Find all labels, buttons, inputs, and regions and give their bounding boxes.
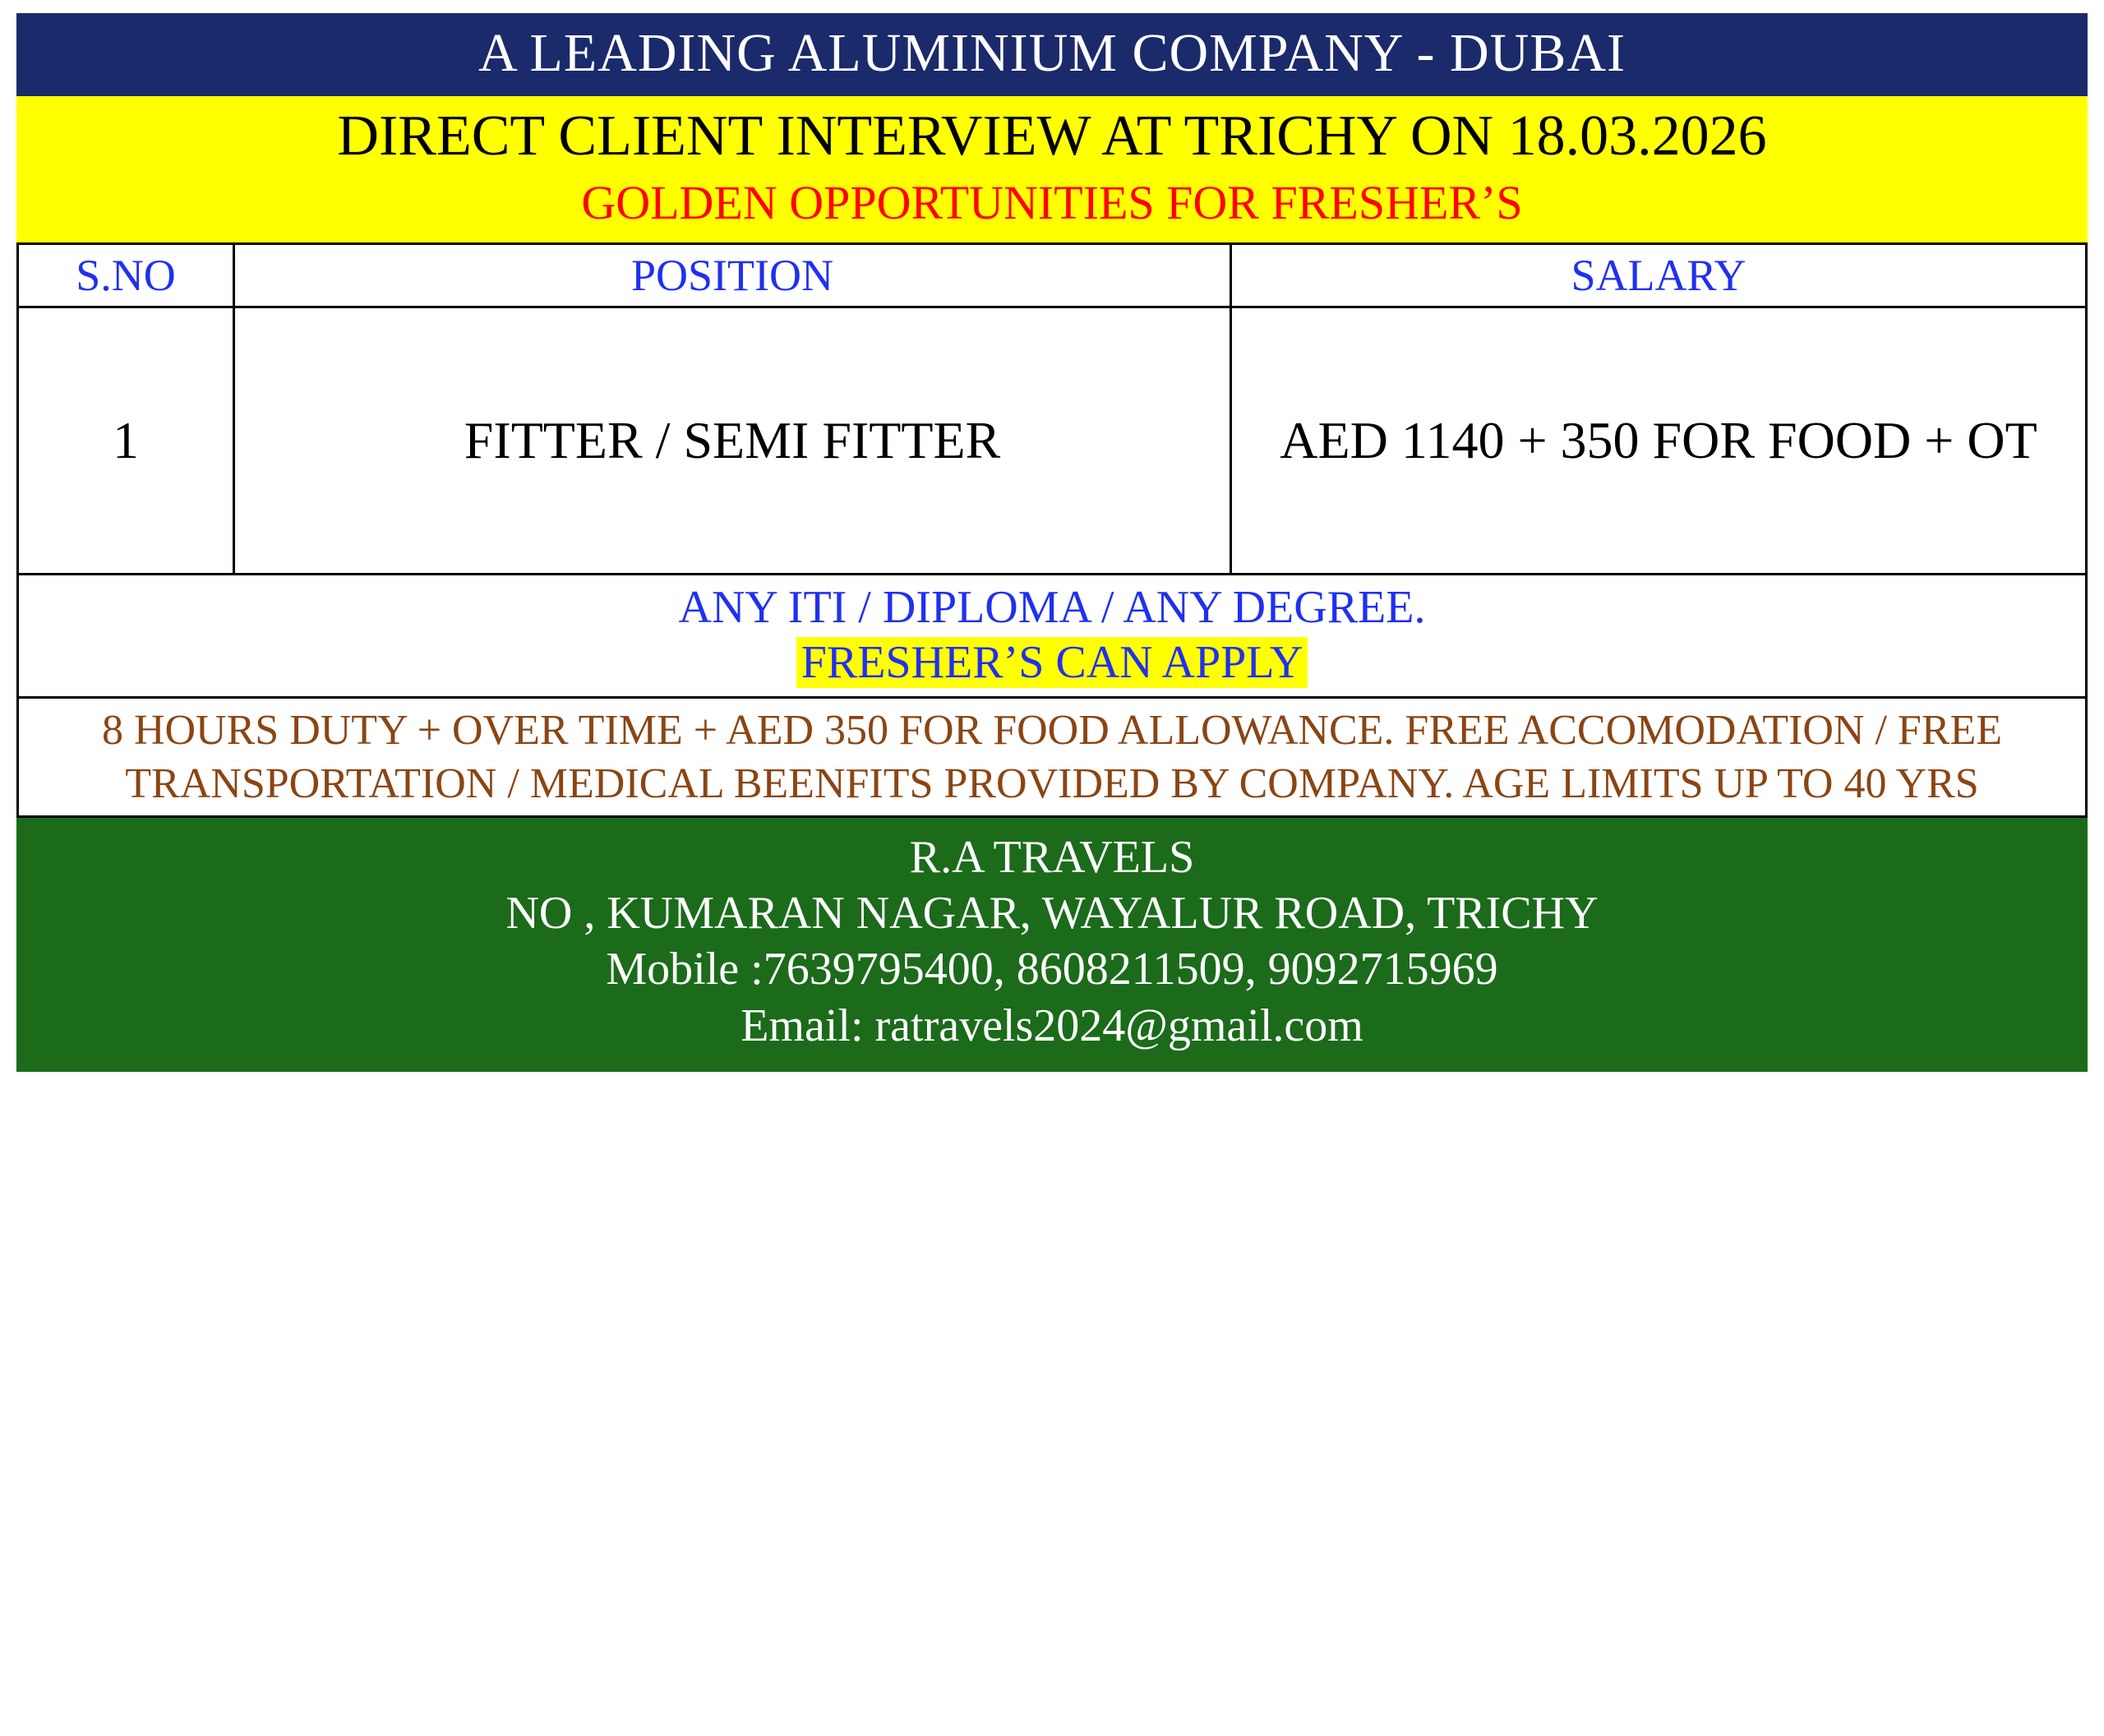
job-advertisement-poster [16,13,2088,1072]
column-header-salary-label: SALARY [1571,251,1746,301]
qualification-line-2-wrapper [27,635,2077,690]
benefits-text: 8 HOURS DUTY + OVER TIME + AED 350 FOR FOOD ALLOWANCE. FREE ACCOMODATION / FREE TRANSPORTATION / MEDICAL BEENFITS PROVIDED BY COMPANY. AGE LIMITS UP TO 40 YRS [18,697,2087,816]
agency-email: Email: ratravels2024@gmail.com [741,1000,1363,1051]
agency-footer [16,818,2088,1072]
qualification-row [18,575,2087,697]
column-header-sno-label: S.NO [76,251,176,301]
column-header-sno [18,244,234,307]
row-salary: AED 1140 + 350 FOR FOOD + OT [1231,307,2087,575]
company-header: A LEADING ALUMINIUM COMPANY - DUBAI [16,13,2088,96]
agency-address: NO , KUMARAN NAGAR, WAYALUR ROAD, TRICHY [505,887,1599,939]
freshers-can-apply-highlight: FRESHER’S CAN APPLY [796,637,1308,688]
qualification-cell [18,575,2087,697]
announcement-band [16,96,2088,242]
freshers-opportunity-text: GOLDEN OPPORTUNITIES FOR FRESHER’S [581,175,1523,229]
column-header-position [234,244,1231,307]
column-header-position-label: POSITION [630,251,833,301]
agency-name: R.A TRAVELS [909,831,1195,883]
row-position: FITTER / SEMI FITTER [234,307,1231,575]
qualification-line-1: ANY ITI / DIPLOMA / ANY DEGREE. [678,582,1426,634]
agency-mobile: Mobile :7639795400, 8608211509, 9092715969 [606,944,1498,995]
table-header-row [18,244,2087,307]
positions-table [16,242,2088,817]
interview-announcement: DIRECT CLIENT INTERVIEW AT TRICHY ON 18.03.2026 [337,104,1767,169]
column-header-salary [1231,244,2087,307]
row-sno: 1 [18,307,234,575]
table-row [18,307,2087,575]
benefits-row [18,697,2087,816]
